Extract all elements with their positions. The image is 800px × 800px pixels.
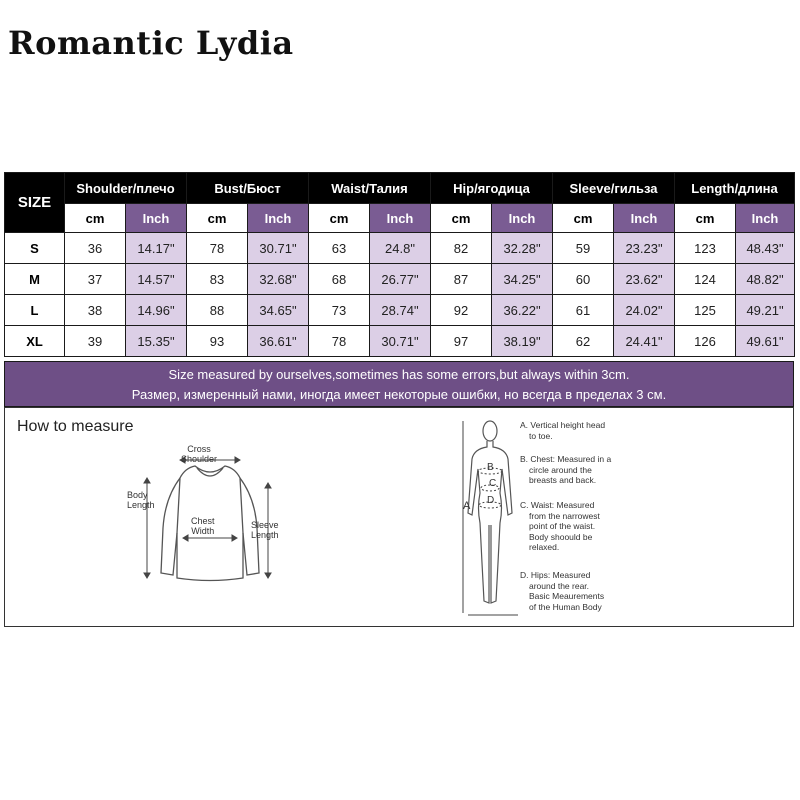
unit-inch-header: Inch <box>370 204 431 233</box>
cm-value-cell: 38 <box>65 295 126 326</box>
inch-value-cell: 49.21" <box>736 295 795 326</box>
sleeve-length-label: Sleeve Length <box>251 520 279 540</box>
how-to-measure-title: How to measure <box>17 418 134 435</box>
size-label: S <box>5 233 65 264</box>
inch-value-cell: 32.28" <box>492 233 553 264</box>
unit-cm-header: cm <box>309 204 370 233</box>
length-header: Length/длина <box>675 173 795 204</box>
measurement-note <box>4 361 794 407</box>
size-column-header: SIZE <box>5 173 65 233</box>
body-letter-b: B <box>487 462 494 473</box>
cm-value-cell: 78 <box>187 233 248 264</box>
inch-value-cell: 26.77" <box>370 264 431 295</box>
cm-value-cell: 36 <box>65 233 126 264</box>
unit-inch-header: Inch <box>614 204 675 233</box>
cm-value-cell: 92 <box>431 295 492 326</box>
cm-value-cell: 82 <box>431 233 492 264</box>
inch-value-cell: 36.22" <box>492 295 553 326</box>
unit-cm-header: cm <box>187 204 248 233</box>
inch-value-cell: 32.68" <box>248 264 309 295</box>
body-note-b: B. Chest: Measured in a circle around the breasts and back. <box>520 454 612 485</box>
cm-value-cell: 62 <box>553 326 614 357</box>
brand-logo: Romantic Lydia <box>8 24 294 62</box>
cm-value-cell: 125 <box>675 295 736 326</box>
cm-value-cell: 87 <box>431 264 492 295</box>
unit-cm-header: cm <box>65 204 126 233</box>
inch-value-cell: 34.65" <box>248 295 309 326</box>
body-letter-a: A <box>463 500 471 512</box>
unit-cm-header: cm <box>431 204 492 233</box>
unit-inch-header: Inch <box>492 204 553 233</box>
body-note-d: D. Hips: Measured around the rear. Basic Meaurements of the Human Body <box>520 570 605 612</box>
shoulder-header: Shoulder/плечо <box>65 173 187 204</box>
chest-width-label: Chest Width <box>191 516 215 536</box>
inch-value-cell: 23.62" <box>614 264 675 295</box>
inch-value-cell: 30.71" <box>370 326 431 357</box>
inch-value-cell: 15.35" <box>126 326 187 357</box>
cm-value-cell: 78 <box>309 326 370 357</box>
how-to-measure-panel <box>4 407 794 627</box>
inch-value-cell: 28.74" <box>370 295 431 326</box>
cm-value-cell: 61 <box>553 295 614 326</box>
body-measure-diagram <box>460 413 520 618</box>
size-label: XL <box>5 326 65 357</box>
inch-value-cell: 38.19" <box>492 326 553 357</box>
cm-value-cell: 88 <box>187 295 248 326</box>
bust-header: Bust/Бюст <box>187 173 309 204</box>
note-line-russian: Размер, измеренный нами, иногда имеет некоторые ошибки, но всегда в пределах 3 см. <box>131 387 667 402</box>
cm-value-cell: 60 <box>553 264 614 295</box>
body-letter-d: D <box>487 495 495 506</box>
inch-value-cell: 24.41" <box>614 326 675 357</box>
table-row <box>5 233 795 264</box>
cm-value-cell: 37 <box>65 264 126 295</box>
cm-value-cell: 63 <box>309 233 370 264</box>
cm-value-cell: 39 <box>65 326 126 357</box>
body-note-a: A. Vertical height head to toe. <box>520 420 606 441</box>
inch-value-cell: 49.61" <box>736 326 795 357</box>
body-length-label: Body Length <box>127 490 155 510</box>
hip-header: Hip/ягодица <box>431 173 553 204</box>
inch-value-cell: 48.82" <box>736 264 795 295</box>
sleeve-header: Sleeve/гильза <box>553 173 675 204</box>
note-line-english: Size measured by ourselves,sometimes has some errors,but always within 3cm. <box>168 367 630 382</box>
cm-value-cell: 73 <box>309 295 370 326</box>
cm-value-cell: 126 <box>675 326 736 357</box>
cm-value-cell: 68 <box>309 264 370 295</box>
cm-value-cell: 83 <box>187 264 248 295</box>
size-label: M <box>5 264 65 295</box>
inch-value-cell: 24.8" <box>370 233 431 264</box>
cm-value-cell: 124 <box>675 264 736 295</box>
table-row <box>5 264 795 295</box>
size-chart-table <box>4 172 795 357</box>
unit-inch-header: Inch <box>126 204 187 233</box>
inch-value-cell: 36.61" <box>248 326 309 357</box>
inch-value-cell: 48.43" <box>736 233 795 264</box>
unit-inch-header: Inch <box>736 204 795 233</box>
waist-header: Waist/Талия <box>309 173 431 204</box>
cm-value-cell: 59 <box>553 233 614 264</box>
inch-value-cell: 14.96" <box>126 295 187 326</box>
cm-value-cell: 97 <box>431 326 492 357</box>
table-row <box>5 295 795 326</box>
inch-value-cell: 30.71" <box>248 233 309 264</box>
unit-cm-header: cm <box>553 204 614 233</box>
unit-inch-header: Inch <box>248 204 309 233</box>
inch-value-cell: 14.17" <box>126 233 187 264</box>
unit-cm-header: cm <box>675 204 736 233</box>
inch-value-cell: 14.57" <box>126 264 187 295</box>
body-letter-c: C <box>489 478 497 489</box>
cross-shoulder-label: Cross Shoulder <box>181 444 218 464</box>
cm-value-cell: 123 <box>675 233 736 264</box>
inch-value-cell: 34.25" <box>492 264 553 295</box>
cm-value-cell: 93 <box>187 326 248 357</box>
table-row <box>5 326 795 357</box>
body-note-c: C. Waist: Measured from the narrowest point of the waist. Body shoould be relaxed. <box>520 500 600 552</box>
inch-value-cell: 24.02" <box>614 295 675 326</box>
size-label: L <box>5 295 65 326</box>
inch-value-cell: 23.23" <box>614 233 675 264</box>
